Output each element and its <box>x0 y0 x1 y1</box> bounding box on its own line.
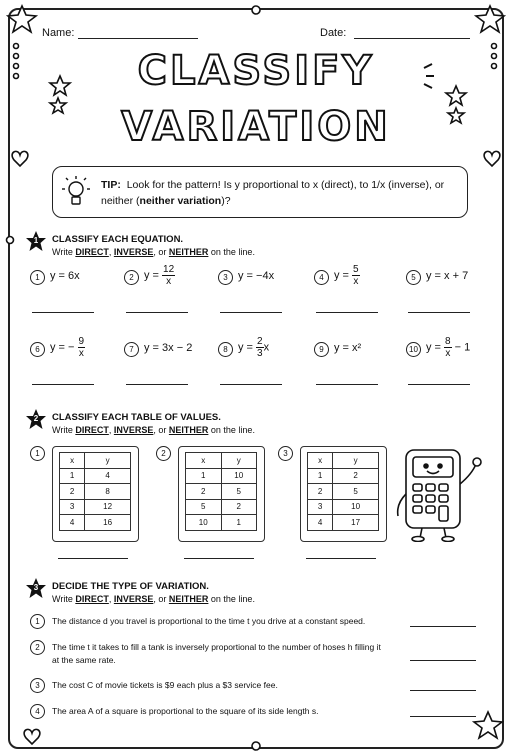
equation-lhs: y = <box>426 341 441 354</box>
question-number: 1 <box>30 614 45 629</box>
equation <box>144 264 175 287</box>
equation <box>426 270 468 282</box>
table-cell: 2 <box>308 484 333 500</box>
equation <box>334 342 361 354</box>
answer-line[interactable] <box>408 312 470 313</box>
instr-direct: DIRECT <box>75 594 109 604</box>
instr-neither: NEITHER <box>168 425 209 435</box>
table-cell: 2 <box>333 468 379 484</box>
equation-number: 10 <box>406 342 421 357</box>
table-row <box>308 484 379 500</box>
question-text: The distance d you travel is proportional to the time t you drive at a constant speed. <box>52 616 366 626</box>
instr-comma: , <box>108 247 114 257</box>
instr-prefix: Write <box>52 425 76 435</box>
equation-number: 3 <box>218 270 233 285</box>
equation-lhs: y = <box>238 341 253 354</box>
table-cell: 1 <box>60 468 85 484</box>
table-cell: 5 <box>333 484 379 500</box>
equation-number: 6 <box>30 342 45 357</box>
equation-lhs: y = <box>334 269 349 282</box>
star-icon <box>474 712 502 738</box>
instr-or: , or <box>153 594 169 604</box>
answer-line[interactable] <box>408 384 470 385</box>
table-cell: 12 <box>85 499 131 515</box>
table-cell: 5 <box>186 499 222 515</box>
heart-icon <box>12 151 28 166</box>
equation <box>334 264 360 287</box>
answer-line[interactable] <box>32 312 94 313</box>
denominator: x <box>353 276 359 287</box>
answer-line[interactable] <box>220 312 282 313</box>
numerator: 8 <box>445 336 451 347</box>
question-number: 3 <box>30 678 45 693</box>
table-header-cell: x <box>308 453 333 469</box>
equation-lhs: y = 3x − 2 <box>144 342 193 354</box>
instr-inverse: INVERSE <box>113 425 154 435</box>
denominator: 3 <box>257 348 263 359</box>
table-row <box>60 499 131 515</box>
fraction <box>162 264 175 287</box>
table-row <box>186 515 257 531</box>
table-header-row <box>308 453 379 469</box>
answer-line[interactable] <box>410 626 476 627</box>
instr-or: , or <box>153 425 169 435</box>
question-text: The time t it takes to fill a tank is inversely proportional to the number of hoses h filling it at the same rate. <box>52 642 381 665</box>
star-icon <box>8 6 36 32</box>
heart-icon <box>24 729 40 744</box>
table-cell: 10 <box>333 499 379 515</box>
instr-suffix: on the line. <box>208 247 255 257</box>
instr-suffix: on the line. <box>208 594 255 604</box>
date-label: Date: <box>320 27 347 39</box>
table-row <box>186 499 257 515</box>
fraction <box>444 336 452 359</box>
table-cell: 4 <box>308 515 333 531</box>
numerator: 12 <box>163 264 175 275</box>
table-number: 1 <box>30 446 45 461</box>
instr-prefix: Write <box>52 594 76 604</box>
equation <box>144 342 192 354</box>
circle-doodle <box>7 237 14 244</box>
section-1-number: 1 <box>33 236 39 245</box>
instr-direct: DIRECT <box>75 247 109 257</box>
table-header-row <box>60 453 131 469</box>
table-header-cell: x <box>186 453 222 469</box>
tip-body: Look for the pattern! Is y proportional to x (direct), to 1/x (inverse), or neither ( <box>101 179 445 207</box>
answer-line[interactable] <box>316 312 378 313</box>
table-cell: 16 <box>85 515 131 531</box>
values-table <box>307 452 379 531</box>
equation-number: 4 <box>314 270 329 285</box>
calculator-mascot-icon <box>388 444 488 542</box>
equation-number: 7 <box>124 342 139 357</box>
name-input-line[interactable] <box>78 38 198 39</box>
table-number: 3 <box>278 446 293 461</box>
table-header-cell: y <box>221 453 257 469</box>
section-2-instructions <box>52 425 255 435</box>
circle-doodle <box>252 6 260 14</box>
circle-doodle <box>252 742 260 750</box>
answer-line[interactable] <box>126 384 188 385</box>
table-cell: 2 <box>186 484 222 500</box>
table-row <box>186 468 257 484</box>
table-cell: 5 <box>221 484 257 500</box>
table-cell: 4 <box>85 468 131 484</box>
equation-rhs: x <box>263 341 270 354</box>
star-icon <box>476 6 504 32</box>
equation-rhs: − 1 <box>451 341 471 354</box>
section-3-number: 3 <box>33 583 39 592</box>
values-table <box>185 452 257 531</box>
equation-lhs: y = x² <box>334 342 362 354</box>
equation-number: 2 <box>124 270 139 285</box>
answer-line[interactable] <box>306 558 376 559</box>
tip-label: TIP: <box>101 179 121 191</box>
table-header-cell: y <box>333 453 379 469</box>
table-row <box>308 499 379 515</box>
answer-line[interactable] <box>32 384 94 385</box>
equation-lhs: y = 6x <box>50 270 80 282</box>
equation <box>50 270 80 282</box>
fraction <box>256 336 264 359</box>
table-cell: 17 <box>333 515 379 531</box>
equation-number: 8 <box>218 342 233 357</box>
section-2-number: 2 <box>33 414 39 423</box>
denominator: x <box>78 348 84 359</box>
table-cell: 2 <box>60 484 85 500</box>
table-cell: 4 <box>60 515 85 531</box>
table-header-cell: y <box>85 453 131 469</box>
table-row <box>308 468 379 484</box>
instr-inverse: INVERSE <box>113 247 154 257</box>
answer-line[interactable] <box>410 690 476 691</box>
question-number: 2 <box>30 640 45 655</box>
equation-number: 5 <box>406 270 421 285</box>
instr-inverse: INVERSE <box>113 594 154 604</box>
equation <box>238 270 274 282</box>
equation-number: 9 <box>314 342 329 357</box>
answer-line[interactable] <box>184 558 254 559</box>
tip-bold: neither variation <box>139 195 222 207</box>
equation-number: 1 <box>30 270 45 285</box>
table-row <box>60 468 131 484</box>
table-header-cell: x <box>60 453 85 469</box>
table-row <box>308 515 379 531</box>
equation <box>238 336 269 359</box>
table-header-row <box>186 453 257 469</box>
answer-line[interactable] <box>410 660 476 661</box>
table-cell: 8 <box>85 484 131 500</box>
tip-text <box>101 177 461 209</box>
table-cell: 1 <box>186 468 222 484</box>
table-row <box>60 515 131 531</box>
table-cell: 10 <box>186 515 222 531</box>
equation <box>426 336 470 359</box>
answer-line[interactable] <box>220 384 282 385</box>
denominator: x <box>445 348 451 359</box>
equation-lhs: y = − <box>50 341 75 354</box>
question-text: The cost C of movie tickets is $9 each plus a $3 service fee. <box>52 680 278 690</box>
answer-line[interactable] <box>316 384 378 385</box>
fraction <box>78 336 86 359</box>
values-table-frame <box>300 446 387 542</box>
title-line-2: VARIATION <box>121 104 391 150</box>
date-input-line[interactable] <box>354 38 470 39</box>
title-line-1: CLASSIFY <box>137 48 375 94</box>
tip-end: )? <box>221 195 231 207</box>
section-2-heading: CLASSIFY EACH TABLE OF VALUES. <box>52 412 221 423</box>
equation-lhs: y = −4x <box>238 270 275 282</box>
answer-line[interactable] <box>410 716 476 717</box>
instr-neither: NEITHER <box>168 247 209 257</box>
instr-suffix: on the line. <box>208 425 255 435</box>
table-cell: 10 <box>221 468 257 484</box>
numerator: 5 <box>353 264 359 275</box>
question-number: 4 <box>30 704 45 719</box>
table-number: 2 <box>156 446 171 461</box>
instr-or: , or <box>153 247 169 257</box>
section-1-instructions <box>52 247 255 257</box>
table-cell: 1 <box>308 468 333 484</box>
instr-neither: NEITHER <box>168 594 209 604</box>
tip-box <box>52 166 468 218</box>
values-table <box>59 452 131 531</box>
table-cell: 3 <box>308 499 333 515</box>
instr-prefix: Write <box>52 247 76 257</box>
values-table-frame <box>178 446 265 542</box>
equation-lhs: y = x + 7 <box>426 270 469 282</box>
section-3-heading: DECIDE THE TYPE OF VARIATION. <box>52 581 209 592</box>
table-cell: 2 <box>221 499 257 515</box>
answer-line[interactable] <box>58 558 128 559</box>
equation-lhs: y = <box>144 269 159 282</box>
table-cell: 3 <box>60 499 85 515</box>
lightbulb-icon <box>61 173 91 211</box>
instr-comma: , <box>108 594 114 604</box>
instr-direct: DIRECT <box>75 425 109 435</box>
heart-icon <box>484 151 500 166</box>
numerator: 9 <box>78 336 85 347</box>
values-table-frame <box>52 446 139 542</box>
question-text: The area A of a square is proportional to the square of its side length s. <box>52 706 319 716</box>
instr-comma: , <box>108 425 114 435</box>
section-3-instructions <box>52 594 255 604</box>
section-1-heading: CLASSIFY EACH EQUATION. <box>52 234 184 245</box>
name-label: Name: <box>42 27 75 39</box>
denominator: x <box>166 276 172 287</box>
numerator: 2 <box>257 336 263 347</box>
table-row <box>60 484 131 500</box>
table-row <box>186 484 257 500</box>
answer-line[interactable] <box>126 312 188 313</box>
table-cell: 1 <box>221 515 257 531</box>
fraction <box>352 264 360 287</box>
equation <box>50 336 85 359</box>
